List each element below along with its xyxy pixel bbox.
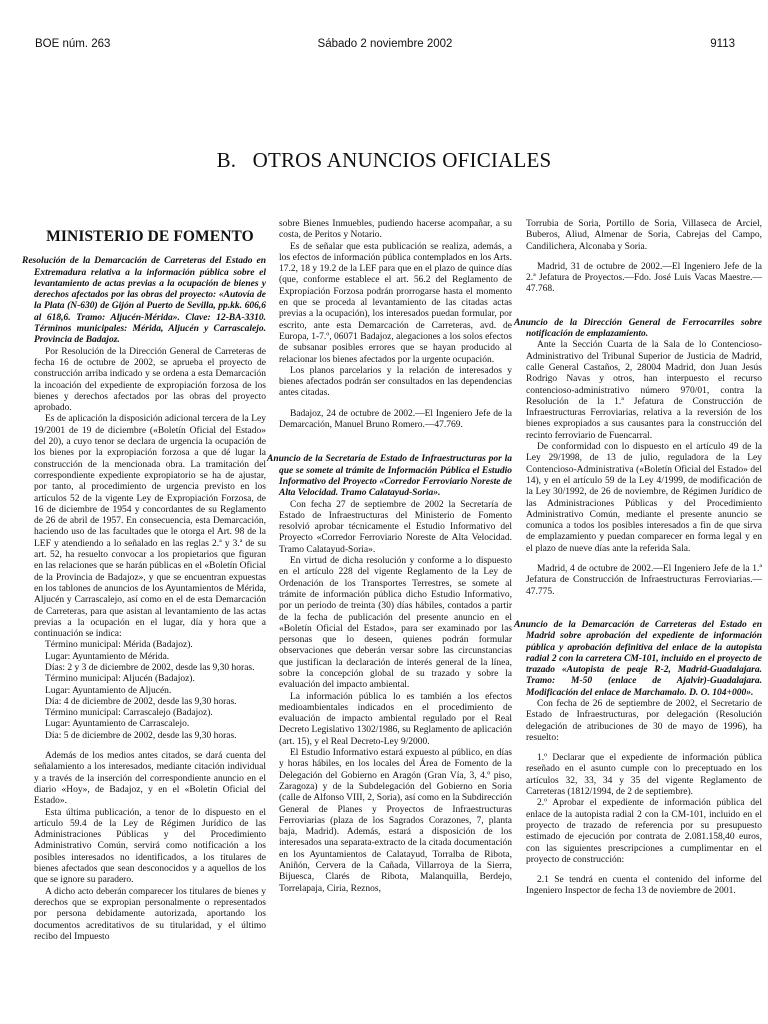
paragraph: Esta última publicación, a tenor de lo dispuesto en el artículo 59.4 de la Ley de Régimen Jurídico de las Administraciones Públicas y del Procedimiento Administrativo Común, servirá como notificación a los posibles interesados no identificados, a los titulares de bienes afectados que sean desconocidos y a aquellos de los que se ignore su paradero. [34, 807, 266, 886]
column-3 [514, 219, 762, 898]
bulletin-number: BOE núm. 263 [35, 38, 111, 50]
ministry-heading: MINISTERIO DE FOMENTO [46, 228, 254, 245]
list-item: Término municipal: Mérida (Badajoz). [45, 640, 193, 651]
section-title: B. OTROS ANUNCIOS OFICIALES [216, 148, 552, 172]
paragraph: Con fecha de 26 de septiembre de 2002, el Secretario de Estado de Infraestructuras, por delegación (Resolución delegación de atribuciones de 30 de mayo de 1996), ha resuelto: [526, 698, 762, 743]
paragraph: Los planos parcelarios y la relación de interesados y bienes afectados podrán ser consultados en las dependencias antes citadas. [279, 365, 512, 399]
paragraph: Es de aplicación la disposición adicional tercera de la Ley 19/2001 de 19 de diciembre («Boletín Oficial del Estado» del 20), a cuyo tenor se declara de urgencia la ocupación de los bienes por la expropiación forzosa a que dé lugar la construcción de la mencionada obra. La tramitación del correspondiente expediente expropiatorio se ha de ajustar, por tanto, al procedimiento de urgencia previsto en los artículos 52 de la vigente Ley de Expropiación Forzosa, de 16 de diciembre de 1954 y concordantes de su Reglamento de 26 de abril de 1957. En consecuencia, esta Demarcación, haciendo uso de las facultades que le otorga el Art. 98 de la LEF y atendiendo a lo señalado en las reglas 2.ª y 3.ª de su art. 52, ha resuelto convocar a los propietarios que figuran en las relaciones que se harán públicas en el «Boletín Oficial de la Provincia de Badajoz», y que se encuentran expuestas en los tablones de anuncios de los Ayuntamientos de Mérida, Aljucén y Carrascalejo, así como en el de esta Demarcación de Carreteras, para que asistan al levantamiento de las actas previas a la ocupación en el lugar, día y hora que a continuación se indica: [34, 414, 266, 640]
paragraph: La información pública lo es también a los efectos medioambientales indicados en el procedimiento de evaluación de impacto ambiental regulado por el Real Decreto Legislativo 1302/1986, su Reglamento de aplicación (art. 15), y el Real Decreto-Ley 9/2000. [279, 691, 512, 747]
paragraph: El Estudio Informativo estará expuesto al público, en días y horas hábiles, en los locales del Área de Fomento de la Delegación del Gobierno en Aragón (Gran Vía, 3, 4.º piso, Zaragoza) y de la Subdelegación del Gobierno en Soria (calle de Alfonso VIII, 2, Soria), así como en la Subdirección General de Planes y Proyectos de Infraestructuras Ferroviarias (plaza de los Sagrados Corazones, 7, planta baja, Madrid). Además, estará a disposición de los interesados una separata-extracto de la citada documentación en los Ayuntamientos de Calatayud, Torralba de Ribota, Aniñón, Cervera de la Cañada, Villarroya de la Sierra, Bijuesca, Clarés de Ribota, Malanquilla, Berdejo, Torrelapaja, Ciria, Reznos, [279, 748, 512, 894]
publication-date: Sábado 2 noviembre 2002 [317, 38, 453, 50]
list-item: Días: 2 y 3 de diciembre de 2002, desde las 9,30 horas. [45, 662, 255, 673]
signature: Badajoz, 24 de octubre de 2002.—El Ingeniero Jefe de la Demarcación, Manuel Bruno Romero.—47.769. [279, 408, 512, 431]
paragraph: 1.º Declarar que el expediente de información pública reseñado en el asunto cumple con lo preceptuado en los artículos 32, 33, 34 y 35 del vigente Reglamento de Carreteras (1812/1994, de 2 de septiembre). [526, 753, 762, 798]
paragraph: Por Resolución de la Dirección General de Carreteras de fecha 16 de octubre de 2002, se aprueba el proyecto de construcción arriba indicado y se ordena a esta Demarcación la incoación del expediente de expropiación forzosa de los bienes y derechos afectados por las obras del proyecto aprobado. [34, 346, 266, 414]
list-item: Lugar: Ayuntamiento de Mérida. [45, 651, 170, 662]
paragraph: A dicho acto deberán comparecer los titulares de bienes y derechos que se expropian personalmente o representados por persona debidamente autorizada, aportando los documentos acreditativos de su titularidad, y el último recibo del Impuesto [34, 886, 266, 942]
paragraph: Con fecha 27 de septiembre de 2002 la Secretaría de Estado de Infraestructuras del Ministerio de Fomento resolvió aprobar técnicamente el Estudio Informativo del Proyecto «Corredor Ferroviario Noreste de Alta Velocidad. Tramo Calatayud-Soria». [279, 499, 512, 555]
page-header [35, 38, 735, 54]
list-item: Día: 5 de diciembre de 2002, desde las 9,30 horas. [45, 730, 237, 741]
list-item: Día: 4 de diciembre de 2002, desde las 9,30 horas. [45, 696, 237, 707]
paragraph: Además de los medios antes citados, se dará cuenta del señalamiento a los interesados, mediante citación individual y a través de la inserción del correspondiente anuncio en el diario «Hoy», de Badajoz, y en el «Boletín Oficial del Estado». [34, 751, 266, 807]
paragraph: sobre Bienes Inmuebles, pudiendo hacerse acompañar, a su costa, de Peritos y Notario. [279, 219, 512, 241]
signature: Madrid, 31 de octubre de 2002.—El Ingeniero Jefe de la 2.ª Jefatura de Proyectos.—Fdo. José Luis Vacas Maestre.—47.768. [526, 261, 762, 295]
paragraph: Ante la Sección Cuarta de la Sala de lo Contencioso-Administrativo del Tribunal Superior de Justicia de Madrid, calle General Castaños, 2, 28004 Madrid, don Juan Jesús Rodrigo Navas y otros, han interpuesto el recurso contencioso-administrativo número 970/01, contra la Resolución de la 1.ª Jefatura de Construcción de Infraestructuras Ferroviarias, relativa a la reversión de los bienes expropiados a sus causantes para la construcción del recinto ferroviario de Fuencarral. [526, 340, 762, 441]
list-item: Término municipal: Aljucén (Badajoz). [45, 674, 195, 685]
signature: Madrid, 4 de octubre de 2002.—El Ingeniero Jefe de la 1.ª Jefatura de Construcción de Infraestructuras Ferroviarias.—47.775. [526, 564, 762, 597]
announcement-title: Anuncio de la Secretaría de Estado de Infraestructuras por la que se somete al trámite de Información Pública el Estudio Informativo del Proyecto «Corredor Ferroviario Noreste de Alta Velocidad. Tramo Calatayud-Soria». [267, 454, 512, 499]
list-item: Término municipal: Carrascalejo (Badajoz). [45, 708, 213, 719]
list-item: Lugar: Ayuntamiento de Carrascalejo. [45, 719, 190, 730]
paragraph: En virtud de dicha resolución y conforme a lo dispuesto en el artículo 228 del vigente Reglamento de la Ley de Ordenación de los Transportes Terrestres, se somete al trámite de información pública dicho Estudio Informativo, por un periodo de treinta (30) días hábiles, contados a partir de la fecha de publicación del presente anuncio en el «Boletín Oficial del Estado», para ser examinado por las personas que lo deseen, quienes podrán formular observaciones que deberán versar sobre las circunstancias que justifican la declaración de interés general de la línea, sobre la concepción global de su trazado y sobre la evaluación del impacto ambiental. [279, 556, 512, 691]
announcement-title: Anuncio de la Demarcación de Carreteras del Estado en Madrid sobre aprobación del expediente de información pública y aprobación definitiva del enlace de la autopista radial 2 con la carretera CM-101, incluido en el proyecto de trazado «Autopista de peaje R-2, Madrid-Guadalajara. Tramo: M-50 (enlace de Ajalvir)-Guadalajara. Modificación del enlace de Marchamalo. D. O. 104+000». [514, 619, 762, 698]
paragraph: 2.º Aprobar el expediente de información pública del enlace de la autopista radial 2 con la CM-101, incluido en el proyecto de trazado de referencia por su presupuesto estimado de ejecución por contrata de 2.081.158,40 euros, con las siguientes prescripciones a cumplimentar en el proyecto de construcción: [526, 798, 762, 865]
paragraph: 2.1 Se tendrá en cuenta el contenido del informe del Ingeniero Inspector de fecha 13 de noviembre de 2001. [526, 875, 762, 897]
page-number: 9113 [710, 38, 735, 50]
list-item: Lugar: Ayuntamiento de Aljucén. [45, 685, 172, 696]
announcement-title: Anuncio de la Dirección General de Ferrocarriles sobre notificación de emplazamiento. [514, 317, 762, 340]
paragraph: Es de señalar que esta publicación se realiza, además, a los efectos de información pública contemplados en los Arts. 17.2, 18 y 19.2 de la LEF para que en el plazo de quince días (que, conforme establece el art. 56.2 del Reglamento de Expropiación Forzosa podrán prorrogarse hasta el momento en que se proceda al levantamiento de las citadas actas previas a la ocupación), los interesados puedan formular, por escrito, ante esta Demarcación de Carreteras, avd. de Europa, 1-7.º, 06071 Badajoz, alegaciones a los solos efectos de subsanar posibles errores que se hayan producido al relacionar los bienes afectados por la urgente ocupación. [279, 241, 512, 365]
paragraph: Torrubia de Soria, Portillo de Soria, Villaseca de Arciel, Buberos, Aliud, Almenar de Soria, Cabrejas del Campo, Candilichera, Alconaba y Soria. [526, 219, 762, 252]
column-1 [22, 217, 266, 943]
paragraph: De conformidad con lo dispuesto en el artículo 49 de la Ley 29/1998, de 13 de julio, reguladora de la Ley Contencioso-Administrativa («Boletín Oficial del Estado» del 14), y en el artículo 59 de la Ley 4/1999, de modificación de la Ley 30/1992, de 26 de noviembre, de Régimen Jurídico de las Administraciones Públicas y del Procedimiento Administrativo Común, mediante el presente anuncio se comunica a todos los posibles interesados a fin de que sirva de emplazamiento y puedan comparecer en forma legal y en el plazo de nueve días ante la referida Sala. [526, 442, 762, 554]
column-2 [267, 219, 512, 895]
announcement-title: Resolución de la Demarcación de Carreteras del Estado en Extremadura relativa a la información pública sobre el levantamiento de actas previas a la ocupación de bienes y derechos afectados por las obras del proyecto: «Autovía de la Plata (N-630) de Gijón al Puerto de Sevilla, pp.kk. 606,6 al 618,6. Tramo: Aljucén-Mérida». Clave: 12-BA-3310. Términos municipales: Mérida, Aljucén y Carrascalejo. Provincia de Badajoz. [22, 256, 266, 346]
